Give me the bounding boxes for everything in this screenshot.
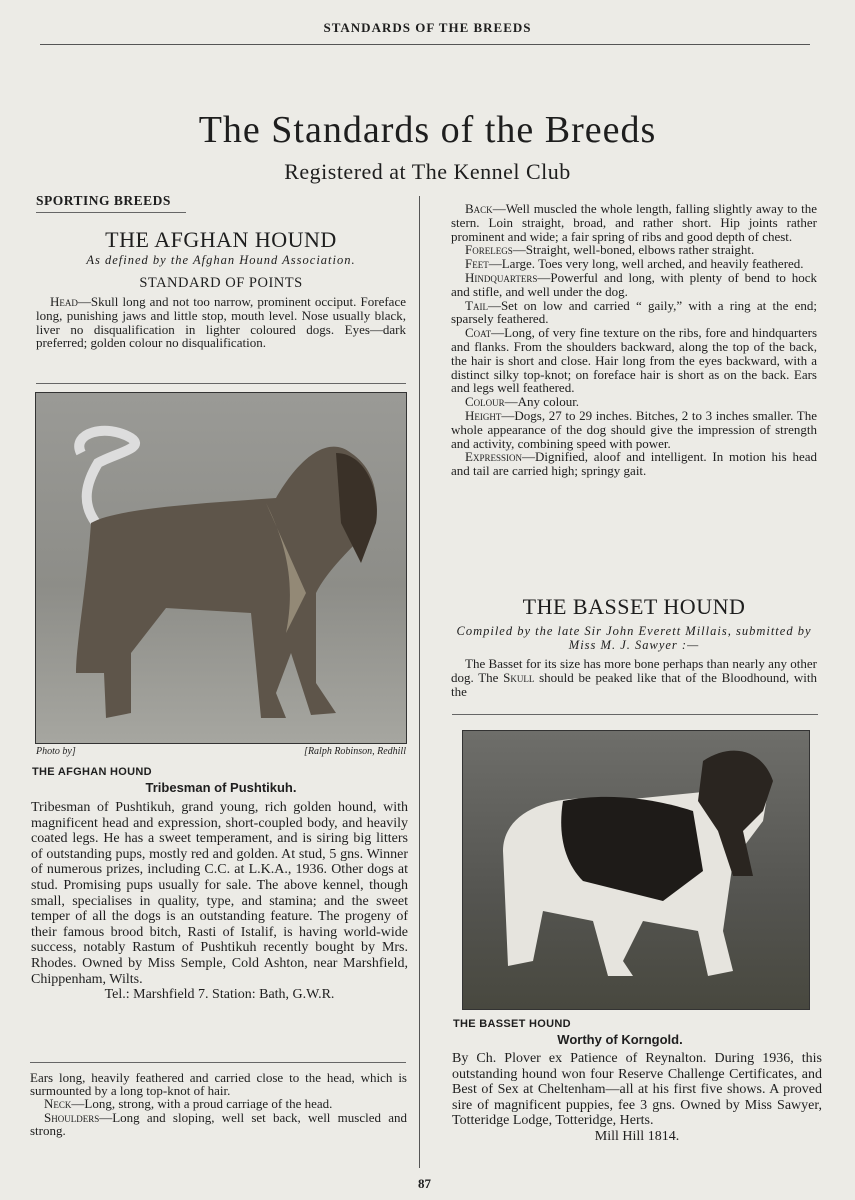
basset-ad-contact: Mill Hill 1814. (594, 1128, 680, 1144)
basset-caption-breed: THE BASSET HOUND (453, 1018, 571, 1030)
afghan-head-paragraph (36, 295, 406, 350)
intro-text: should be peaked like that of the Bloodhound, with the (451, 669, 817, 699)
basset-ad-text: By Ch. Plover ex Patience of Reynalton. During 1936, this outstanding hound won four Reserve Challenge Certificates, and Best of Sex at Cheltenham—all at his first five shows. A proved sire of magnificent puppies, fee 3 gns. Owned by Miss Sawyer, Totteridge Lodge, Totteridge, Herts. (452, 1051, 822, 1129)
section-rule (36, 212, 186, 213)
point-text: —Any colour. (504, 394, 580, 410)
afghan-ad-contact: Tel.: Marshfield 7. Station: Bath, G.W.R. (104, 987, 335, 1003)
running-head: STANDARDS OF THE BREEDS (323, 20, 532, 35)
page-subtitle: Registered at The Kennel Club (284, 159, 571, 184)
point-text: —Large. Toes very long, well arched, and heavily feathered. (488, 256, 804, 272)
point-text: —Long, of very fine texture on the ribs, fore and hindquarters and flanks. From the shoulders backward, along the top of the back, the hair is short and close. Hair long from the eyes backward, with a distinct silky top-knot; on foreface hair is short as on the back. Ears and legs well feathered. (451, 325, 817, 396)
standard-point (451, 257, 817, 271)
section-heading: SPORTING BREEDS (36, 193, 171, 208)
afghan-points-list (451, 202, 817, 478)
photo-credit-left: Photo by] (36, 746, 76, 757)
rule (30, 1062, 406, 1063)
point-label: Forelegs (465, 242, 513, 258)
standard-point (451, 450, 817, 478)
point-label: Head (50, 294, 78, 309)
ears-text: Ears long, heavily feathered and carried close to the head, which is surmounted by a long top-knot of hair. (30, 1070, 407, 1099)
afghan-ad-text: Tribesman of Pushtikuh, grand young, rich golden hound, with magnificent head and expression, short-coupled body, and heavily coated legs. He has a sweet temperament, and is siring big litters of outstanding pups, mostly red and golden. At stud, 5 gns. Winner of numerous prizes, including C.C. at L.K.A., 1936. Other dogs at stud. Promising pups usually for sale. The above kennel, though small, specialises in quality, type, and stamina; and the sweet temper of all the dogs is an outstanding feature. The progeny of their famous brood bitch, Rasti of Istalif, is having world-wide success, notably Rastum of Pushtikuh recently bought by Mrs. Rhodes. Owned by Miss Semple, Cold Ashton, near Marshfield, Chippenham, Wilts. (31, 800, 408, 987)
standard-point (451, 326, 817, 395)
intro-text: The Basset for its size has more bone perhaps than nearly any other dog. The (451, 656, 817, 685)
afghan-hound-photo (35, 392, 407, 744)
standard-point (451, 395, 817, 409)
point-label: Back (465, 201, 493, 216)
point-label: Shoulders (44, 1109, 100, 1125)
point-text: —Long and sloping, well set back, well muscled and strong. (30, 1109, 407, 1138)
point-label: Feet (465, 256, 489, 272)
basset-compiled-by: Compiled by the late Sir John Everett Millais, submitted by Miss M. J. Sawyer :— (456, 624, 812, 652)
point-text: —Set on low and carried “ gaily,” with a ring at the end; sparsely feathered. (451, 297, 817, 327)
standard-point (451, 243, 817, 257)
afghan-ad (31, 800, 408, 1003)
afghan-hound-image (36, 393, 406, 743)
afghan-caption-name: Tribesman of Pushtikuh. (145, 780, 297, 795)
afghan-points-continued (30, 1071, 407, 1137)
point-text: —Dogs, 27 to 29 inches. Bitches, 2 to 3 inches smaller. The whole appearance of the dog should give the impression of strength and activity, combining speed with power. (451, 407, 817, 451)
point-label: Hindquarters (465, 269, 538, 285)
column-divider (419, 196, 420, 1168)
header-rule (40, 44, 810, 45)
breed-heading-afghan: THE AFGHAN HOUND (105, 227, 337, 252)
standard-heading: STANDARD OF POINTS (139, 275, 303, 291)
rule (452, 714, 818, 715)
standard-point (451, 299, 817, 327)
breed-heading-basset: THE BASSET HOUND (522, 594, 746, 619)
afghan-defined-by: As defined by the Afghan Hound Association. (86, 253, 356, 267)
standard-point (451, 409, 817, 450)
point-text: —Skull long and not too narrow, prominent occiput. Foreface long, punishing jaws and little stop, mouth level. Nose usually black, liver no disqualification in lighter coloured dogs. Eyes—dark preferred; golden colour no disqualification. (36, 294, 406, 351)
point-text: —Powerful and long, with plenty of bend to hock and stifle, and well under the dog. (451, 269, 817, 299)
photo-credit-right: [Ralph Robinson, Redhill (304, 746, 406, 757)
basset-ad (452, 1051, 822, 1145)
basset-caption-name: Worthy of Korngold. (557, 1032, 683, 1047)
point-label: Coat (465, 325, 492, 341)
point-label: Expression (465, 449, 522, 465)
rule (36, 383, 406, 384)
page-number: 87 (418, 1176, 431, 1191)
standard-point (451, 271, 817, 299)
afghan-caption-breed: THE AFGHAN HOUND (32, 766, 152, 778)
point-label: Height (465, 407, 502, 423)
point-text: —Long, strong, with a proud carriage of the head. (71, 1096, 333, 1112)
basset-hound-image (463, 731, 809, 1009)
basset-intro (451, 657, 817, 698)
page-title: The Standards of the Breeds (198, 109, 657, 151)
basset-hound-photo (462, 730, 810, 1010)
point-text: —Well muscled the whole length, falling slightly away to the stern. Loin straight, broad, and rather short. Hip joints rather prominent and wide; a fair spring of ribs and good depth of chest. (451, 201, 817, 244)
point-label: Neck (44, 1096, 72, 1112)
point-label: Skull (503, 669, 535, 685)
point-label: Colour (465, 394, 505, 410)
point-text: —Dignified, aloof and intelligent. In motion his head and tail are carried high; springy gait. (451, 449, 817, 479)
point-text: —Straight, well-boned, elbows rather straight. (512, 242, 755, 258)
standard-point (451, 202, 817, 243)
point-label: Tail (465, 297, 488, 313)
